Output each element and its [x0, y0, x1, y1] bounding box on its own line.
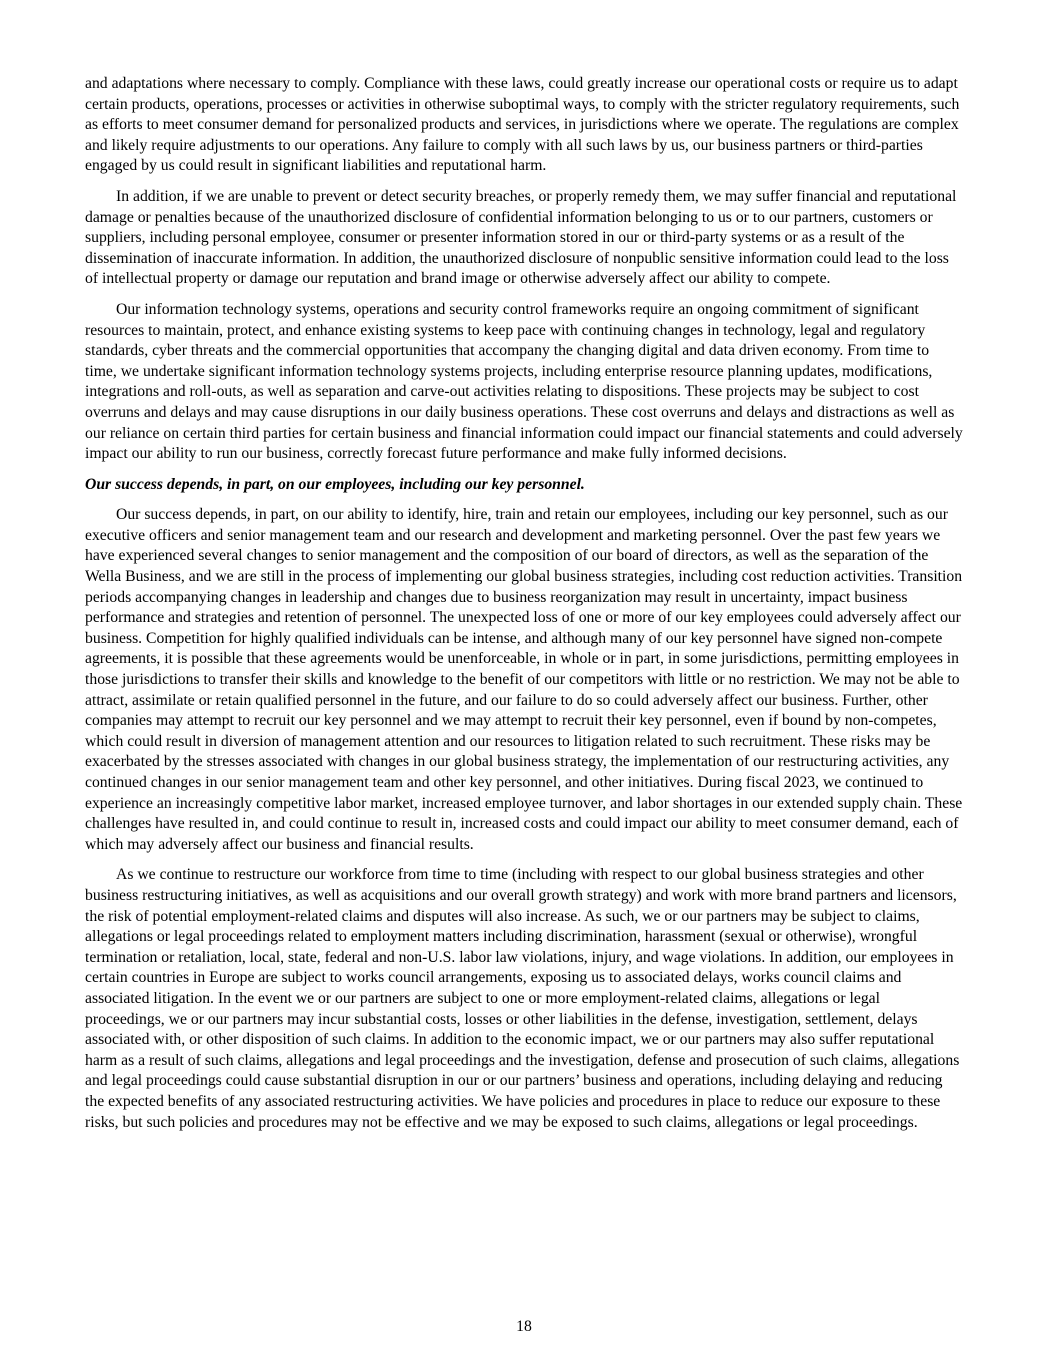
section-heading-key-personnel: Our success depends, in part, on our employees, including our key personnel. — [85, 475, 585, 493]
page-number: 18 — [516, 1318, 532, 1335]
paragraph-it-systems: Our information technology systems, operations and security control frameworks require an ongoing commitment of significant resources to maintain, protect, and enhance existing systems to keep pace with continuing changes in technology, legal and regulatory standards, cyber threats and the commercial opportunities that accompany the changing digital and data driven economy. From time to time, we undertake significant information technology systems projects, including enterprise resource planning updates, modifications, integrations and roll-outs, as well as separation and carve-out activities relating to dispositions. These projects may be subject to cost overruns and delays and may cause disruptions in our daily business operations. These cost overruns and delays and distractions as well as our reliance on certain third parties for certain business and financial information could impact our financial statements and could adversely impact our ability to run our business, correctly forecast future performance and make fully informed decisions. — [85, 300, 963, 463]
paragraph-continuation: and adaptations where necessary to comply. Compliance with these laws, could greatly increase our operational costs or require us to adapt certain products, operations, processes or activities in otherwise suboptimal ways, to comply with the stricter regulatory requirements, such as efforts to meet consumer demand for personalized products and services, in jurisdictions where we operate. The regulations are complex and likely require adjustments to our operations. Any failure to comply with all such laws by us, our business partners or third-parties engaged by us could result in significant liabilities and reputational harm. — [85, 75, 960, 175]
document-page — [85, 74, 963, 1143]
paragraph-employment-claims: As we continue to restructure our workforce from time to time (including with respect to our global business strategies and other business restructuring initiatives, as well as acquisitions and our overall growth strategy) and work with more brand partners and licensors, the risk of potential employment-related claims and disputes will also increase. As such, we or our partners may be subject to claims, allegations or legal proceedings related to employment matters including discrimination, harassment (sexual or otherwise), wrongful termination or retaliation, local, state, federal and non-U.S. labor law violations, injury, and wage violations. In addition, our employees in certain countries in Europe are subject to works council arrangements, exposing us to associated delays, works council claims and associated litigation. In the event we or our partners are subject to one or more employment-related claims, allegations or legal proceedings, we or our partners may incur substantial costs, losses or other liabilities in the defense, investigation, settlement, delays associated with, or other disposition of such claims. In addition to the economic impact, we or our partners may also suffer reputational harm as a result of such claims, allegations and legal proceedings and the investigation, defense and prosecution of such claims, allegations and legal proceedings could cause substantial disruption in our or our partners’ business and operations, including delaying and reducing the expected benefits of any associated restructuring activities. We have policies and procedures in place to reduce our exposure to these risks, but such policies and procedures may not be effective and we may be exposed to such claims, allegations or legal proceedings. — [85, 866, 960, 1131]
paragraph-security-breaches: In addition, if we are unable to prevent or detect security breaches, or properly remedy them, we may suffer financial and reputational damage or penalties because of the unauthorized disclosure of confidential information belonging to us or to our partners, customers or suppliers, including personal employee, consumer or presenter information stored in our or third-party systems or as a result of the dissemination of inaccurate information. In addition, the unauthorized disclosure of nonpublic sensitive information could lead to the loss of intellectual property or damage our reputation and brand image or otherwise adversely affect our ability to compete. — [85, 187, 957, 288]
paragraph-key-personnel: Our success depends, in part, on our ability to identify, hire, train and retain our employees, including our key personnel, such as our executive officers and senior management team and our research and development and marketing personnel. Over the past few years we have experienced several changes to senior management and the composition of our board of directors, as well as the separation of the Wella Business, and we are still in the process of implementing our global business strategies, including cost reduction activities. Transition periods accompanying changes in leadership and changes due to business reorganization may result in uncertainty, impact business performance and strategies and retention of personnel. The unexpected loss of one or more of our key employees could adversely affect our business. Competition for highly qualified individuals can be intense, and although many of our key personnel have signed non-compete agreements, it is possible that these agreements would be unenforceable, in whole or in part, in some jurisdictions, permitting employees in those jurisdictions to transfer their skills and knowledge to the benefit of our competitors with little or no restriction. We may not be able to attract, assimilate or retain qualified personnel in the future, and our failure to do so could adversely affect our business. Further, other companies may attempt to recruit our key personnel and we may attempt to recruit their key personnel, even if bound by non-competes, which could result in diversion of management attention and our resources to litigation related to such recruitment. These risks may be exacerbated by the stresses associated with changes in our global business strategy, the implementation of our restructuring activities, any continued changes in our senior management team and other key personnel, and other initiatives. During fiscal 2023, we continued to experience an increasingly competitive labor market, increased employee turnover, and labor shortages in our extended supply chain. These challenges have resulted in, and could continue to result in, increased costs and could impact our ability to meet consumer demand, each of which may adversely affect our business and financial results. — [85, 506, 963, 853]
